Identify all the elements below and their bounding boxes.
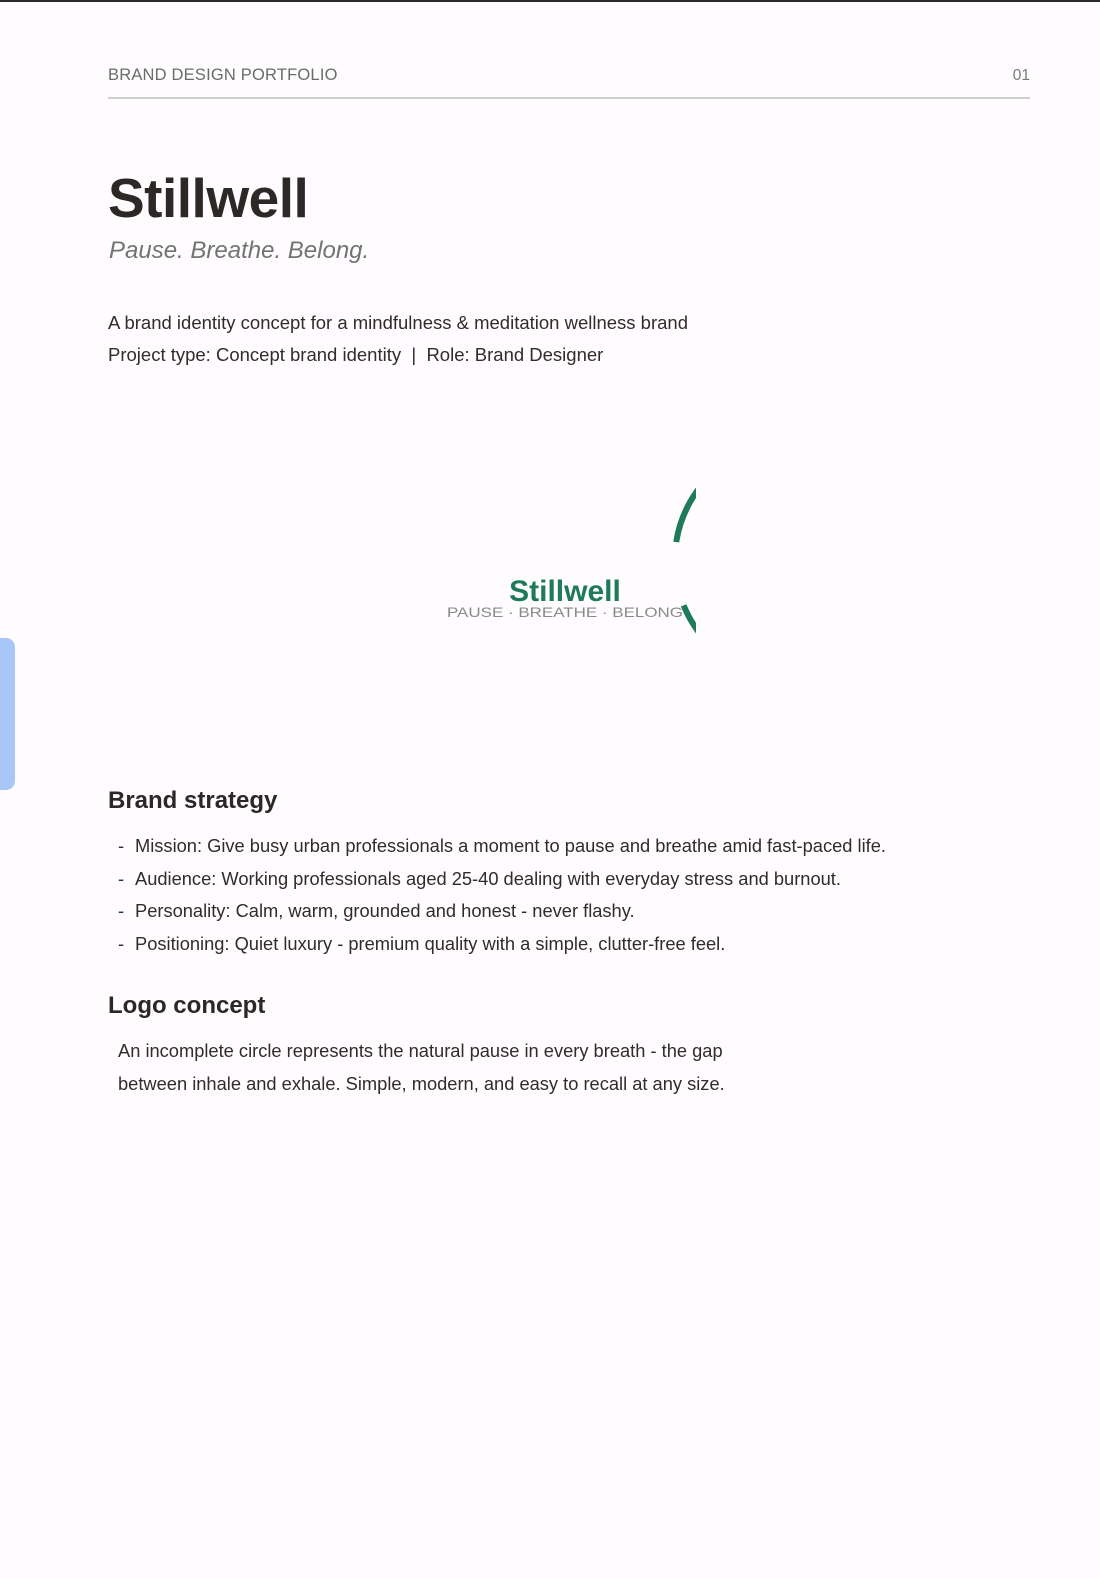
strategy-positioning: Positioning: Quiet luxury - premium quality with a simple, clutter-free feel.	[135, 932, 726, 954]
brand-name: Stillwell	[108, 167, 309, 229]
project-intro	[108, 307, 688, 371]
intro-project-meta: Project type: Concept brand identity | Role: Brand Designer	[108, 344, 604, 365]
logo-subline: PAUSE · BREATHE · BELONG	[447, 604, 683, 620]
list-item	[118, 863, 886, 896]
page-top-edge	[0, 0, 1100, 2]
incomplete-circle-mark	[676, 465, 696, 679]
strategy-personality: Personality: Calm, warm, grounded and honest - never flashy.	[135, 900, 635, 921]
list-item	[118, 830, 886, 863]
header-divider	[108, 97, 1030, 99]
logo-concept-description	[118, 1035, 725, 1100]
list-item	[118, 895, 886, 928]
logo-wordmark: Stillwell	[509, 575, 621, 608]
brand-strategy-list	[118, 830, 886, 960]
strategy-audience: Audience: Working professionals aged 25-40 dealing with everyday stress and burnout.	[135, 867, 841, 889]
concept-line: An incomplete circle represents the natural pause in every breath - the gap	[118, 1040, 723, 1061]
logo-concept-heading: Logo concept	[108, 992, 266, 1019]
bullet-dash: -	[118, 867, 125, 889]
intro-description: A brand identity concept for a mindfulness & meditation wellness brand	[108, 312, 688, 333]
side-panel-handle[interactable]	[0, 638, 15, 790]
bullet-dash: -	[118, 932, 125, 954]
bullet-dash: -	[118, 900, 125, 921]
bullet-dash: -	[118, 835, 125, 856]
concept-line: between inhale and exhale. Simple, modern, and easy to recall at any size.	[118, 1072, 725, 1094]
stillwell-logo	[436, 465, 696, 725]
brand-tagline: Pause. Breathe. Belong.	[109, 237, 370, 264]
header-title: BRAND DESIGN PORTFOLIO	[108, 66, 338, 84]
page-number: 01	[1012, 67, 1030, 84]
page-header	[108, 66, 1030, 86]
strategy-mission: Mission: Give busy urban professionals a moment to pause and breathe amid fast-paced life.	[135, 835, 886, 856]
list-item	[118, 928, 886, 961]
brand-strategy-heading: Brand strategy	[108, 787, 278, 814]
